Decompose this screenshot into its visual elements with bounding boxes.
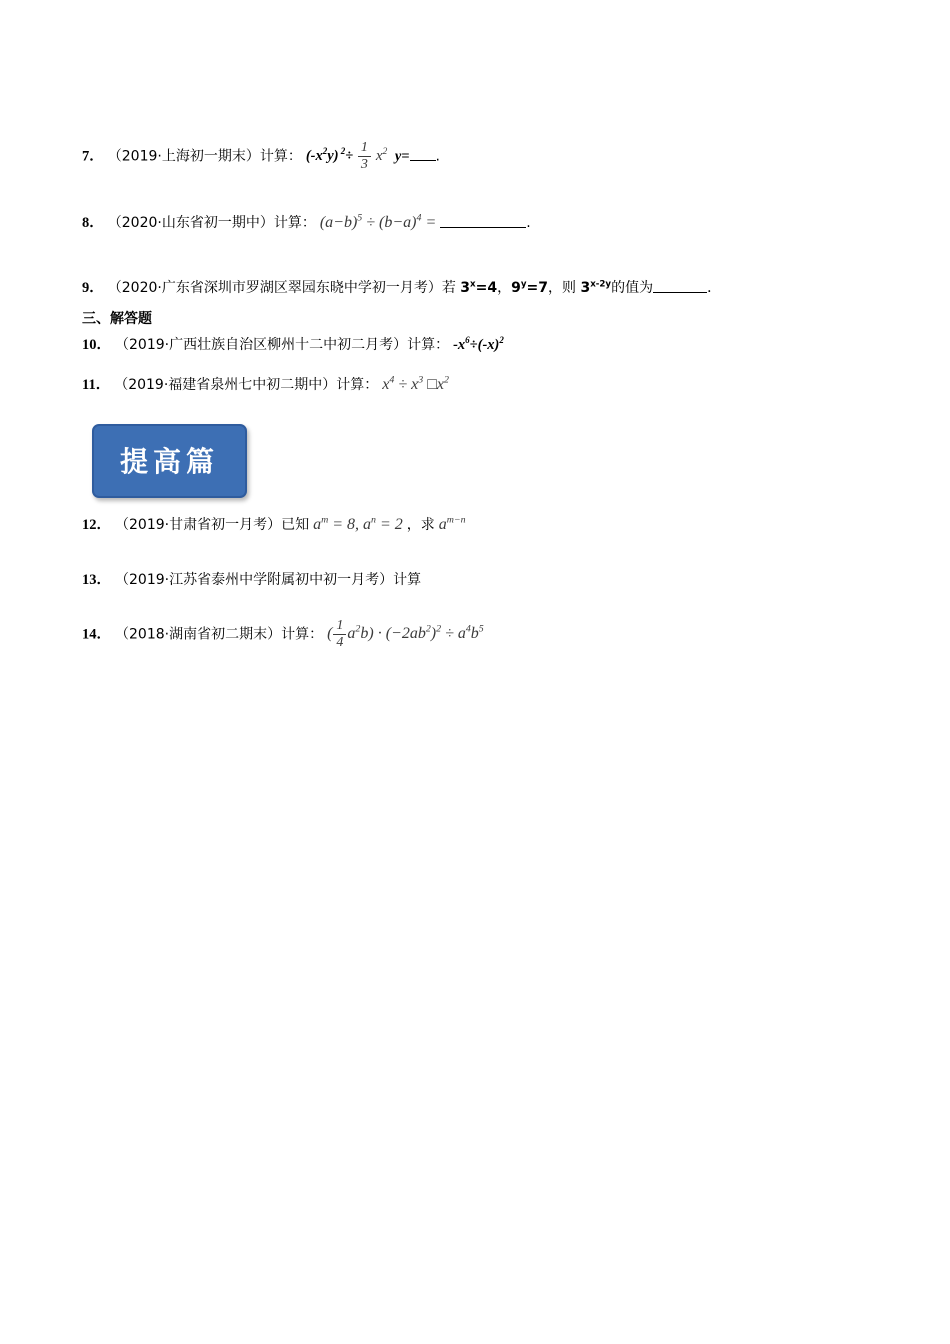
question-expression-variable: y=	[394, 148, 410, 165]
banner-label: 提高篇	[120, 445, 220, 478]
question-source: （2020·山东省初一期中）计算：	[107, 215, 316, 231]
answer-blank	[653, 277, 707, 293]
question-number: 11．	[82, 377, 111, 393]
question-expression-2: $a^{m-n}$	[438, 514, 466, 533]
fraction-one-quarter	[333, 618, 346, 651]
question-item-14	[82, 618, 484, 651]
fraction-numerator: 1	[358, 140, 371, 157]
question-item-9	[82, 276, 721, 300]
fraction-numerator: 1	[333, 618, 346, 635]
section-heading	[82, 308, 152, 328]
question-number: 7．	[82, 148, 104, 165]
section-banner	[92, 424, 247, 498]
question-source: （2020·广东省深圳市罗湖区翠园东晓中学初一月考）若 $3^x=4$，$9^y=7$，则 $3^{x-2y}$的值为	[107, 279, 654, 296]
fraction-denominator: 3	[360, 157, 368, 173]
question-number: 10．	[82, 337, 111, 353]
question-source: （2019·上海初一期末）计算：	[107, 148, 302, 165]
question-end-punct: ．	[707, 280, 722, 296]
question-item-12	[82, 513, 466, 537]
question-number: 14．	[82, 626, 111, 643]
question-end-punct: .	[435, 148, 440, 165]
section-heading-label: 三、解答题	[82, 311, 152, 327]
question-item-11	[82, 373, 449, 397]
question-expression: $(-x^2y)$ $^2$÷	[305, 146, 357, 165]
question-expression-tail: $x^2$	[375, 147, 388, 165]
answer-blank	[410, 145, 436, 161]
question-expression: $a^m = 8$, $a^n = 2$	[313, 514, 403, 533]
question-item-13	[82, 568, 421, 592]
question-end-punct: .	[526, 215, 531, 231]
question-source: （2019·江苏省泰州中学附属初中初一月考）计算	[115, 572, 422, 588]
question-expression: ( $\frac{1}{4}$ $a^2b) \cdot (-2ab^2)^2 \div a^4b^5$	[327, 618, 484, 651]
question-number: 13．	[82, 572, 111, 588]
question-expression: $-x^6\div(-x)^2$	[453, 335, 504, 353]
question-source: （2019·福建省泉州七中初二期中）计算：	[114, 377, 379, 393]
banner-box	[92, 424, 247, 498]
question-item-7	[82, 140, 440, 173]
question-number: 12．	[82, 517, 111, 533]
question-item-8	[82, 211, 531, 235]
question-source: （2018·湖南省初二期末）计算：	[115, 626, 324, 643]
question-source: （2019·甘肃省初一月考）已知	[115, 517, 310, 533]
answer-blank	[440, 212, 526, 228]
fraction-one-third	[358, 140, 371, 173]
question-item-10	[82, 333, 504, 357]
question-source: （2019·广西壮族自治区柳州十二中初二月考）计算：	[115, 337, 450, 353]
question-expression: $(a-b)^5 \div (b-a)^4$ =	[319, 212, 441, 231]
question-middle-text: ，求	[406, 517, 435, 533]
question-expression: $x^4 \div x^3$ $□x^2$	[382, 374, 449, 393]
question-number: 8．	[82, 215, 104, 231]
question-number: 9．	[82, 280, 104, 296]
fraction-denominator: 4	[336, 635, 344, 651]
